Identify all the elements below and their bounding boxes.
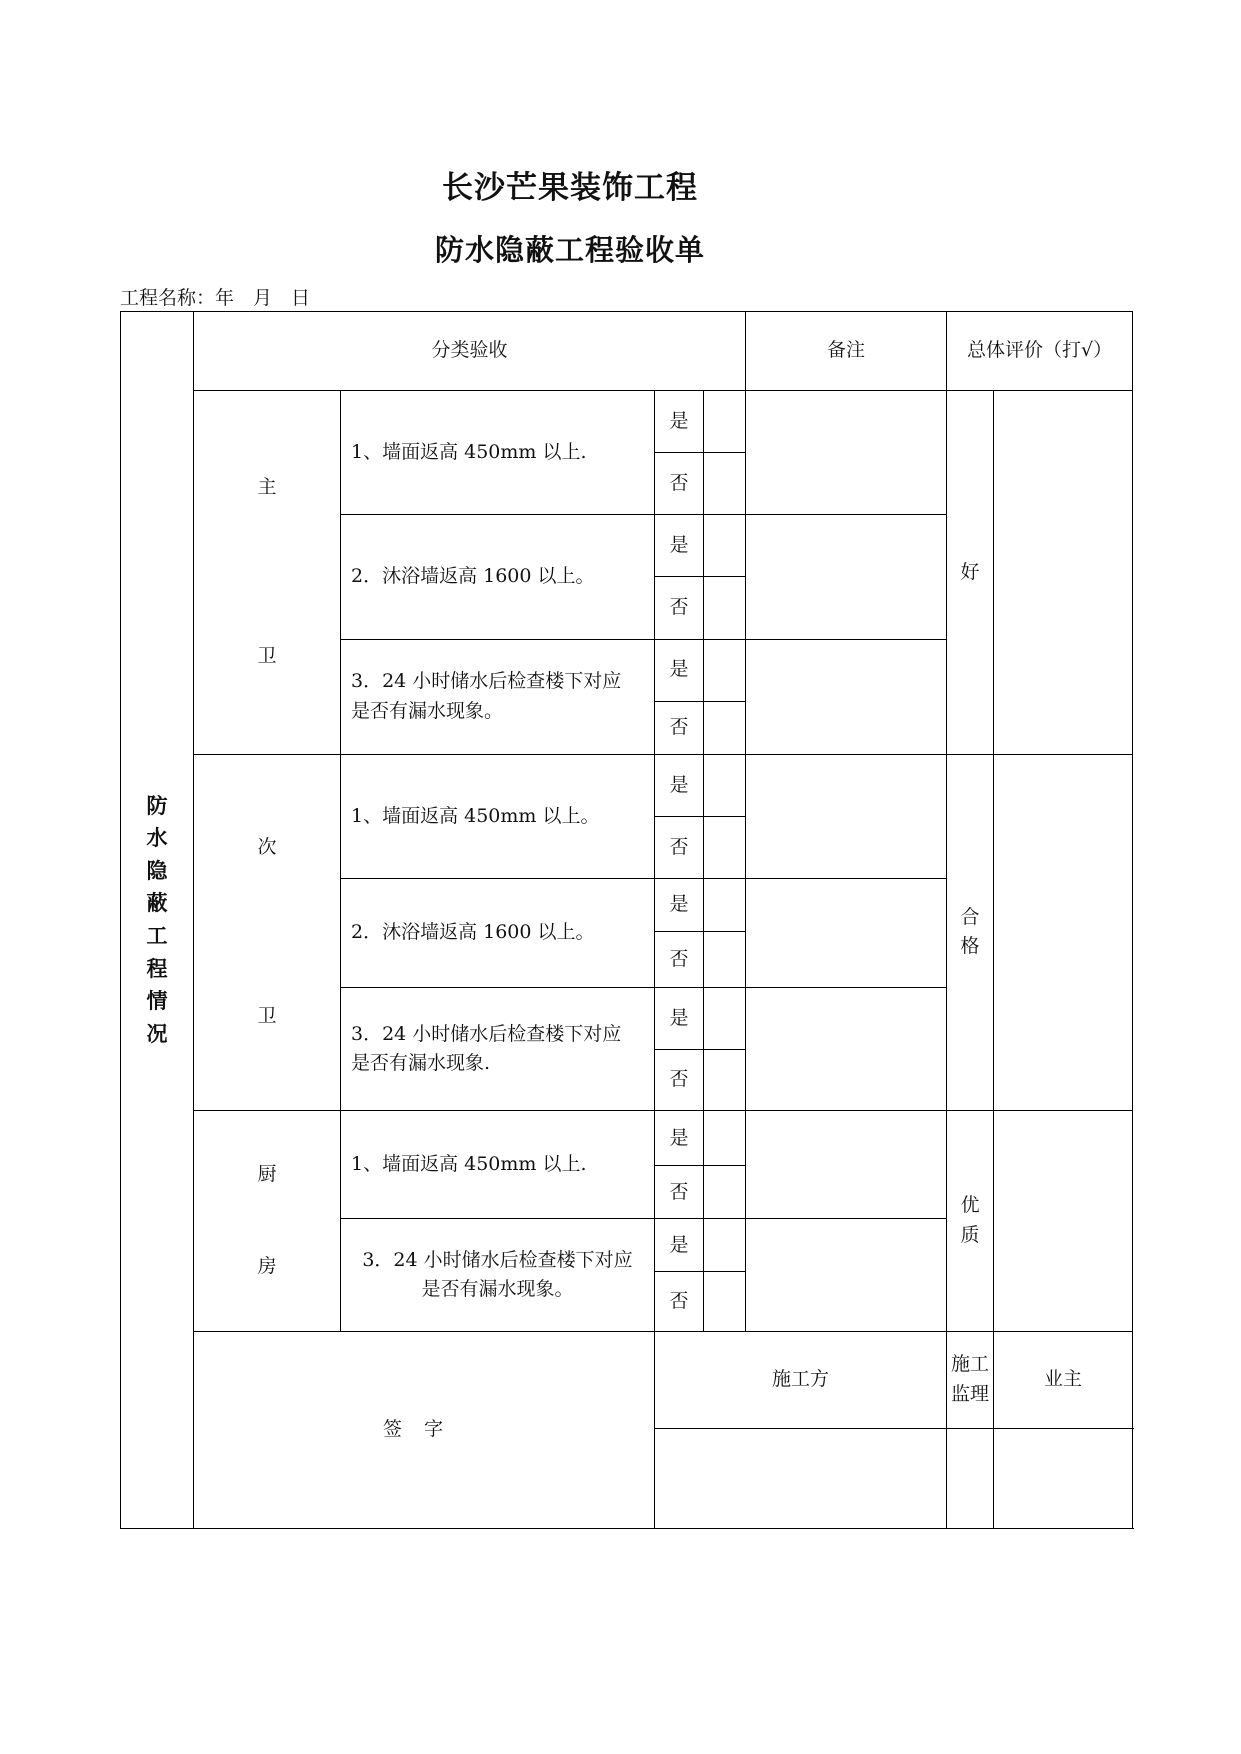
yes-checkbox[interactable] — [704, 391, 746, 453]
check-item: 2．沐浴墙返高 1600 以上。 — [341, 878, 655, 987]
no-label: 否 — [655, 1272, 704, 1331]
check-item: 3．24 小时储水后检查楼下对应 是否有漏水现象. — [341, 988, 655, 1111]
remarks-cell[interactable] — [746, 639, 947, 754]
project-name-line: 工程名称：年 月 日 — [120, 287, 311, 309]
no-checkbox[interactable] — [704, 931, 746, 987]
no-checkbox[interactable] — [704, 1166, 746, 1219]
no-label: 否 — [655, 931, 704, 987]
rating-label: 合 格 — [947, 754, 994, 1111]
no-checkbox[interactable] — [704, 701, 746, 754]
check-item: 3．24 小时储水后检查楼下对应 是否有漏水现象。 — [341, 1219, 655, 1331]
no-checkbox[interactable] — [704, 1272, 746, 1331]
rating-check-cell[interactable] — [994, 754, 1133, 1111]
supervisor-signature-field[interactable] — [947, 1428, 994, 1528]
no-label: 否 — [655, 1050, 704, 1111]
rating-check-cell[interactable] — [994, 1111, 1133, 1331]
document-subtitle: 防水隐蔽工程验收单 — [434, 233, 705, 267]
rating-label: 优 质 — [947, 1111, 994, 1331]
supervisor-header: 施工监理 — [947, 1331, 994, 1428]
check-item: 1、墙面返高 450mm 以上. — [341, 391, 655, 515]
rating-label: 好 — [947, 391, 994, 755]
no-label: 否 — [655, 816, 704, 878]
remarks-cell[interactable] — [746, 754, 947, 878]
owner-signature-field[interactable] — [994, 1428, 1133, 1528]
no-checkbox[interactable] — [704, 816, 746, 878]
remarks-cell[interactable] — [746, 988, 947, 1111]
contractor-signature-field[interactable] — [655, 1428, 947, 1528]
remarks-header: 备注 — [746, 312, 947, 391]
no-checkbox[interactable] — [704, 1050, 746, 1111]
document-title: 长沙芒果装饰工程 — [442, 170, 698, 206]
location-master-bath: 主 卫 — [194, 391, 341, 755]
owner-header: 业主 — [994, 1331, 1133, 1428]
no-label: 否 — [655, 701, 704, 754]
location-kitchen: 厨 房 — [194, 1111, 341, 1331]
yes-label: 是 — [655, 988, 704, 1050]
no-label: 否 — [655, 453, 704, 515]
yes-label: 是 — [655, 1219, 704, 1272]
inspection-form-table — [120, 311, 1133, 1529]
yes-label: 是 — [655, 391, 704, 453]
no-checkbox[interactable] — [704, 577, 746, 639]
category-header: 分类验收 — [194, 312, 746, 391]
rating-check-cell[interactable] — [994, 391, 1133, 755]
overall-header: 总体评价（打√） — [947, 312, 1133, 391]
yes-label: 是 — [655, 878, 704, 931]
remarks-cell[interactable] — [746, 391, 947, 515]
remarks-cell[interactable] — [746, 1219, 947, 1331]
check-item: 1、墙面返高 450mm 以上. — [341, 1111, 655, 1219]
yes-label: 是 — [655, 639, 704, 701]
yes-label: 是 — [655, 754, 704, 816]
yes-checkbox[interactable] — [704, 515, 746, 577]
yes-checkbox[interactable] — [704, 639, 746, 701]
section-side-label: 防 水 隐 蔽 工 程 情 况 — [121, 312, 194, 1529]
yes-checkbox[interactable] — [704, 1111, 746, 1166]
no-label: 否 — [655, 577, 704, 639]
check-item: 1、墙面返高 450mm 以上。 — [341, 754, 655, 878]
check-item: 3．24 小时储水后检查楼下对应 是否有漏水现象。 — [341, 639, 655, 754]
signature-label: 签字 — [194, 1331, 655, 1528]
remarks-cell[interactable] — [746, 1111, 947, 1219]
yes-checkbox[interactable] — [704, 878, 746, 931]
remarks-cell[interactable] — [746, 515, 947, 639]
yes-label: 是 — [655, 1111, 704, 1166]
yes-checkbox[interactable] — [704, 754, 746, 816]
check-item: 2．沐浴墙返高 1600 以上。 — [341, 515, 655, 639]
no-label: 否 — [655, 1166, 704, 1219]
location-second-bath: 次 卫 — [194, 754, 341, 1111]
yes-checkbox[interactable] — [704, 1219, 746, 1272]
contractor-header: 施工方 — [655, 1331, 947, 1428]
yes-checkbox[interactable] — [704, 988, 746, 1050]
yes-label: 是 — [655, 515, 704, 577]
remarks-cell[interactable] — [746, 878, 947, 987]
no-checkbox[interactable] — [704, 453, 746, 515]
